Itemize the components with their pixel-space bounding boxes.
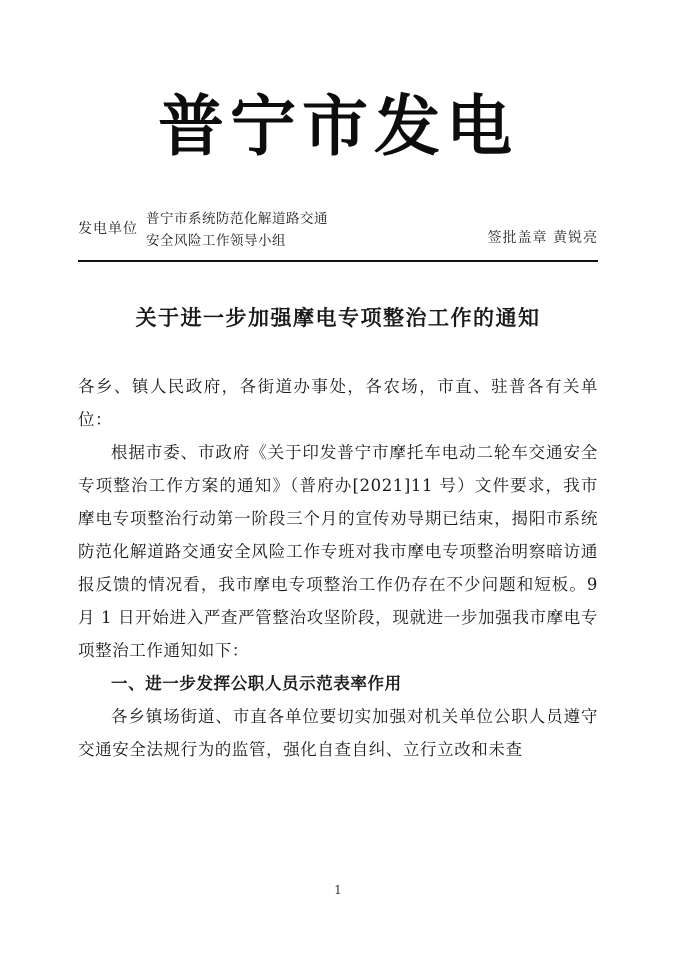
document-masthead: 普宁市发电: [158, 87, 518, 165]
header-divider: [78, 260, 598, 262]
section-1-paragraph: 各乡镇场街道、市直各单位要切实加强对机关单位公职人员遵守交通安全法规行为的监管，强化自查自纠、立行立改和未查: [78, 707, 598, 760]
sender-unit-line-2: 安全风险工作领导小组: [146, 232, 286, 249]
sender-unit: [146, 209, 328, 252]
sender-unit-line-1: 普宁市系统防范化解道路交通: [146, 211, 328, 228]
sender-block: [78, 209, 598, 258]
paragraph-recipients: 各乡、镇人民政府，各街道办事处，各农场，市直、驻普各有关单位：: [78, 377, 598, 430]
approval-signature: 签批盖章 黄锐亮: [487, 230, 598, 247]
paragraph-background: 根据市委、市政府《关于印发普宁市摩托车电动二轮车交通安全专项整治工作方案的通知》（普府办[2021]11 号）文件要求，我市摩电专项整治行动第一阶段三个月的宣传劝导期已结束，揭阳市系统防范化解道路交通安全风险工作专班对我市摩电专项整治明察暗访通报反馈的情况看，我市摩电专项整治工作仍存在不少问题和短板。9 月 1 日开始进入严查严管整治攻坚阶段，现就进一步加强我市摩电专项整治工作通知如下：: [78, 443, 598, 661]
section-heading-1: 一、进一步发挥公职人员示范表率作用: [111, 674, 402, 694]
document-title: 关于进一步加强摩电专项整治工作的通知: [135, 305, 541, 331]
document-body: [78, 370, 598, 766]
page-number: 1: [334, 883, 342, 897]
sender-label: 发电单位: [78, 221, 138, 238]
